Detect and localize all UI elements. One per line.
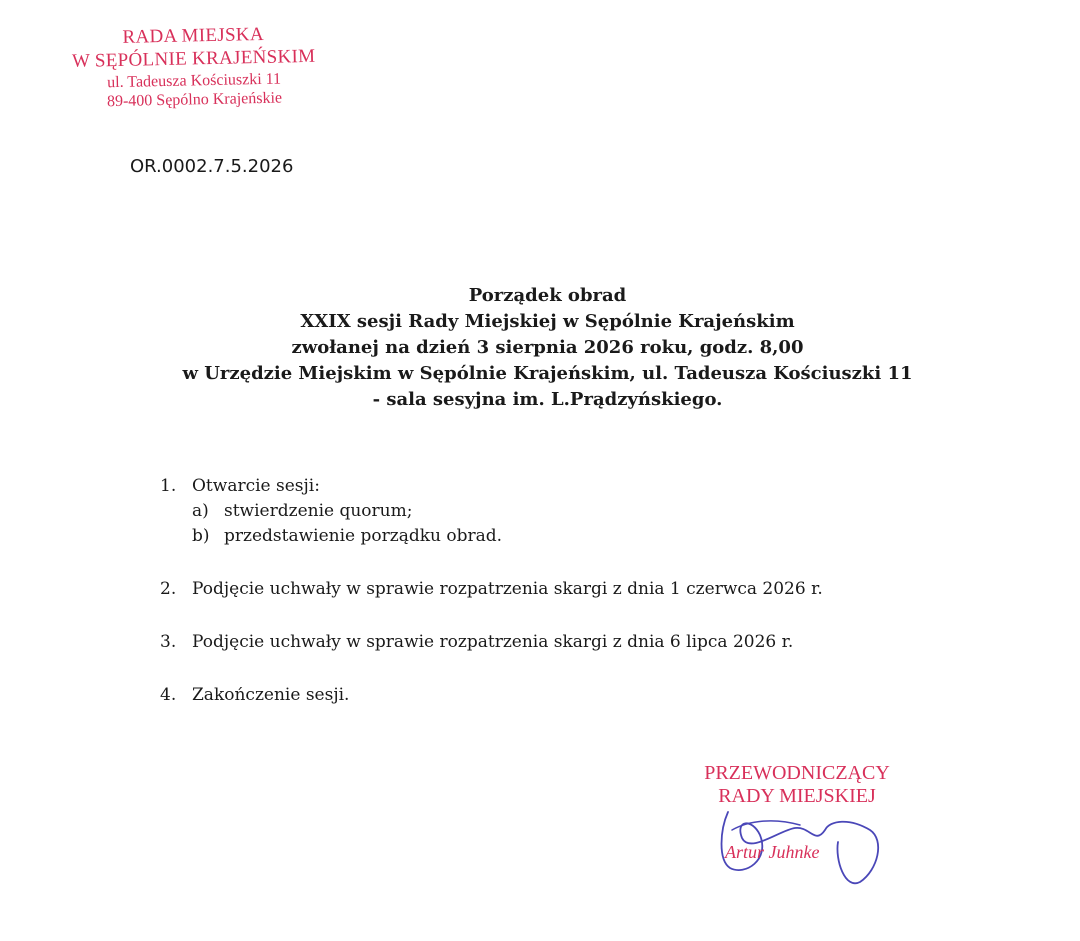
agenda-item	[160, 474, 980, 499]
chairman-title-line-1: PRZEWODNICZĄCY	[704, 762, 890, 784]
heading-title: Porządek obrad	[468, 285, 627, 306]
agenda-item-text: Otwarcie sesji:	[192, 476, 320, 496]
agenda-subitem-letter: b)	[192, 526, 210, 546]
stamp-line-2: W SĘPÓLNIE KRAJEŃSKIM	[71, 45, 316, 72]
agenda-subitem-text: przedstawienie porządku obrad.	[224, 526, 503, 546]
reference-number: OR.0002.7.5.2026	[130, 156, 294, 177]
agenda-item-text: Zakończenie sesji.	[192, 685, 350, 705]
agenda-item-number: 2.	[160, 579, 177, 599]
chairman-title-line-2: RADY MIEJSKIEJ	[718, 785, 876, 807]
agenda-list	[160, 474, 980, 708]
agenda-item	[160, 630, 980, 655]
agenda-item-number: 4.	[160, 685, 177, 705]
agenda-item	[160, 577, 980, 602]
agenda-subitem	[192, 524, 980, 549]
stamp-line-4: 89-400 Sępólno Krajeńskie	[106, 89, 283, 110]
document-heading	[0, 283, 1080, 413]
agenda-subitems	[160, 499, 980, 549]
heading-location: w Urzędzie Miejskim w Sępólnie Krajeńskim, ul. Tadeusza Kościuszki 11	[182, 363, 913, 384]
agenda-item-number: 1.	[160, 476, 177, 496]
agenda-subitem	[192, 499, 980, 524]
agenda-item-number: 3.	[160, 632, 177, 652]
agenda-subitem-text: stwierdzenie quorum;	[224, 501, 413, 521]
stamp-line-1: RADA MIEJSKA	[122, 23, 265, 48]
heading-date: zwołanej na dzień 3 sierpnia 2026 roku, godz. 8,00	[291, 337, 804, 358]
council-stamp	[68, 23, 320, 112]
chairman-name: Artur Juhnke	[725, 842, 820, 862]
agenda-item-text: Podjęcie uchwały w sprawie rozpatrzenia skargi z dnia 1 czerwca 2026 r.	[192, 579, 823, 599]
agenda-subitem-letter: a)	[192, 501, 209, 521]
heading-room: - sala sesyjna im. L.Prądzyńskiego.	[372, 389, 723, 410]
agenda-item-text: Podjęcie uchwały w sprawie rozpatrzenia skargi z dnia 6 lipca 2026 r.	[192, 632, 794, 652]
stamp-line-3: ul. Tadeusza Kościuszki 11	[106, 70, 282, 91]
heading-session: XXIX sesji Rady Miejskiej w Sępólnie Krajeńskim	[300, 311, 795, 332]
agenda-item	[160, 683, 980, 708]
